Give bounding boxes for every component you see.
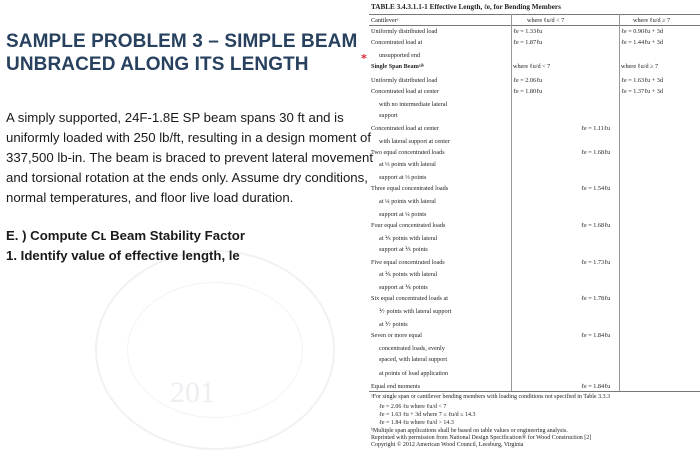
highlight-star-icon: * (361, 52, 367, 65)
table-row-label: support at ⅙ points (379, 283, 428, 291)
table-row-label: Equal end moments (371, 382, 421, 390)
table-row-label: Six equal concentrated loads at (371, 294, 448, 302)
problem-panel (6, 30, 376, 266)
table-cell-short: where ℓu/d < 7 (513, 63, 551, 71)
table-cell-long: ℓe = 1.63ℓu + 3d (621, 76, 663, 84)
table-row-label: concentrated loads, evenly (379, 345, 445, 353)
table-footnote: ℓe = 2.06 ℓu where ℓu/d < 7 (379, 404, 447, 410)
table-row-label: with no intermediate lateral (379, 100, 448, 108)
table-column-divider-1 (511, 14, 512, 391)
step-item: 1. Identify value of effective length, le (6, 248, 240, 263)
table-row-label: at ⅕ points with lateral (379, 235, 438, 243)
table-row-label: Concentrated load at center (371, 125, 439, 133)
table-bottom-rule (369, 391, 700, 392)
problem-statement: A simply supported, 24F-1.8E SP beam spans 30 ft and is uniformly loaded with 250 lb/ft, resulting in a design moment of 337,500 lb-in. The beam is braced to prevent lateral movement and torsional rotation at the ends only. Assume dry conditions, normal temperatures, and floor live load duration. (6, 110, 374, 205)
table-cell-short: ℓe = 1.80ℓu (513, 87, 543, 95)
table-cell-long: ℓe = 1.44ℓu + 3d (621, 39, 663, 47)
table-cell-short: ℓe = 1.73ℓu (581, 259, 611, 267)
table-row-label: Three equal concentrated loads (371, 184, 449, 192)
slide-title-line-2: UNBRACED ALONG ITS LENGTH (6, 54, 309, 75)
table-row-label: unsupported end (379, 52, 421, 60)
header-long: where ℓu/d ≥ 7 (633, 17, 671, 24)
table-row-label: Two equal concentrated loads (371, 149, 445, 157)
table-footnote: ᵇMultiple span applications shall be based on table values or engineering analysis. (371, 428, 568, 434)
table-row-label: at ⅐ points (379, 321, 408, 328)
table-footnote: ℓe = 1.63 ℓu + 3d where 7 ≤ ℓu/d ≤ 14.3 (379, 412, 476, 418)
watermark-year: 201 (170, 376, 215, 409)
table-cell-short: ℓe = 1.68ℓu (581, 149, 611, 157)
table-cell-short: ℓe = 1.87ℓu (513, 39, 543, 47)
table-row-label: Concentrated load at center (371, 87, 439, 95)
table-row-label: support at ⅓ points (379, 173, 427, 181)
table-cell-short: ℓe = 1.78ℓu (581, 294, 611, 302)
table-row-label: support (379, 111, 398, 119)
step-heading: E. ) Compute Cʟ Beam Stability Factor (6, 228, 245, 243)
table-row-label: Seven or more equal (371, 332, 423, 340)
table-row-label: Uniformly distributed load (371, 76, 438, 84)
table-footnote: Reprinted with permission from National Design Specification® for Wood Construction [2] (371, 435, 592, 441)
table-row-label: support at ¼ points (379, 210, 427, 218)
header-short: where ℓu/d < 7 (527, 17, 565, 24)
table-cell-short: ℓe = 1.33ℓu (513, 28, 543, 35)
table-top-rule (369, 14, 700, 15)
table-row-label: at points of load application (379, 369, 449, 377)
table-cell-short: ℓe = 1.68ℓu (581, 222, 611, 230)
table-cell-long: ℓe = 0.90ℓu + 3d (621, 28, 663, 35)
effective-length-table (361, 0, 700, 448)
table-cell-long: where ℓu/d ≥ 7 (621, 63, 659, 71)
table-row-label: spaced, with lateral support (379, 356, 448, 364)
seal-watermark (95, 250, 335, 450)
table-row-label: Single Span Beamᵃʲᵇ (371, 63, 424, 71)
table-row-label: at ⅙ points with lateral (379, 270, 438, 278)
table-cell-short: ℓe = 1.54ℓu (581, 184, 611, 192)
table-cell-long: ℓe = 1.37ℓu + 3d (621, 87, 663, 95)
table-cell-short: ℓe = 1.11ℓu (581, 125, 610, 133)
table-row-label: support at ⅕ points (379, 246, 428, 254)
table-row-label: Five equal concentrated loads (371, 259, 445, 267)
table-cell-short: ℓe = 2.06ℓu (513, 76, 543, 84)
table-header-rule (369, 25, 700, 26)
slide-title-line-1: SAMPLE PROBLEM 3 – SIMPLE BEAM (6, 31, 358, 52)
table-caption: TABLE 3.4.3.1.1-1 Effective Length, ℓe, for Bending Members (371, 3, 561, 11)
table-cell-short: ℓe = 1.84ℓu (581, 332, 611, 340)
table-footnote: ℓe = 1.84 ℓu where ℓu/d > 14.3 (379, 420, 454, 426)
table-cell-short: ℓe = 1.84ℓu (581, 382, 611, 390)
table-row-label: ⅐ points with lateral support (379, 307, 452, 315)
table-row-label: Uniformly distributed load (371, 28, 438, 35)
table-row-label: Concentrated load at (371, 39, 423, 47)
table-row-label: at ⅓ points with lateral (379, 160, 436, 168)
table-column-divider-2 (619, 14, 620, 391)
table-row-label: at ¼ points with lateral (379, 197, 436, 205)
table-row-label: Four equal concentrated loads (371, 222, 446, 230)
header-cantilever: Cantileverᵃ (371, 17, 399, 24)
table-footnote: Copyright © 2012 American Wood Council, Leesburg, Virginia (371, 442, 524, 448)
table-footnote: ᵃFor single span or cantilever bending members with loading conditions not specified in Table 3.3.3 (371, 394, 611, 400)
table-row-label: with lateral support at center (379, 138, 450, 146)
slide-title (6, 30, 376, 76)
